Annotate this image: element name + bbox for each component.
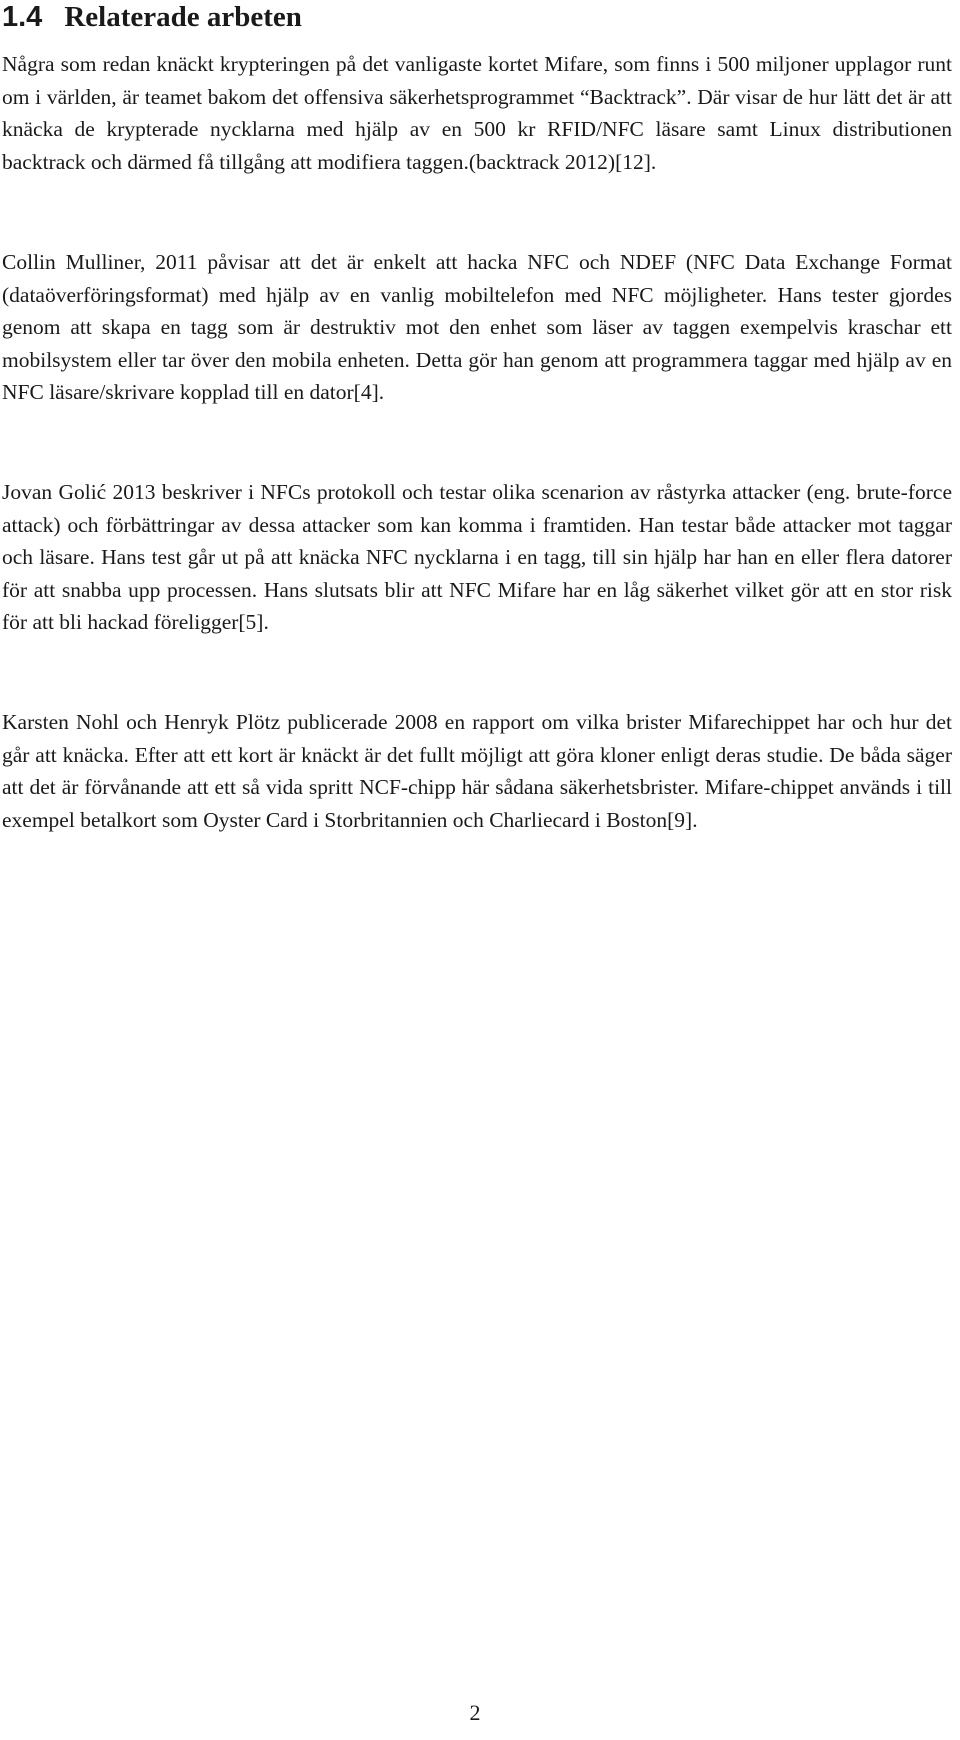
paragraph-mulliner: Collin Mulliner, 2011 påvisar att det är enkelt att hacka NFC och NDEF (NFC Data Exchange Format (dataöverföringsformat) med hjälp av en vanlig mobiltelefon med NFC möjligheter. Hans tester gjordes genom att skapa en tagg som är destruktiv mot den enhet som läser av taggen exempelvis kraschar ett mobilsystem eller tar över den mobila enheten. Detta gör han genom att programmera taggar med hjälp av en NFC läsare/skrivare kopplad till en dator[4]. (2, 250, 952, 404)
paragraph-nohl-plotz: Karsten Nohl och Henryk Plötz publicerade 2008 en rapport om vilka brister Mifarechippet har och hur det går att knäcka. Efter att ett kort är knäckt är det fullt möjligt att göra kloner enligt deras studie. De båda säger att det är förvånande att ett så vida spritt NCF-chipp här sådana säkerhetsbrister. Mifare-chippet används i till exempel betalkort som Oyster Card i Storbritannien och Charliecard i Boston[9]. (2, 710, 952, 832)
paragraph-backtrack: Några som redan knäckt krypteringen på det vanligaste kortet Mifare, som finns i 500 miljoner upplagor runt om i världen, är teamet bakom det offensiva säkerhetsprogrammet “Backtrack”. Där visar de hur lätt det är att knäcka de krypterade nycklarna med hjälp av en 500 kr RFID/NFC läsare samt Linux distributionen backtrack och därmed få tillgång att modifiera taggen.(backtrack 2012)[12]. (2, 52, 952, 174)
section-title: Relaterade arbeten (64, 1, 302, 33)
paragraph-golic: Jovan Golić 2013 beskriver i NFCs protokoll och testar olika scenarion av råstyrka attacker (eng. brute-force attack) och förbättringar av dessa attacker som kan komma i framtiden. Han testar både attacker mot taggar och läsare. Hans test går ut på att knäcka NFC nycklarna i en tagg, till sin hjälp har han en eller flera datorer för att snabba upp processen. Hans slutsats blir att NFC Mifare har en låg säkerhet vilket gör att en stor risk för att bli hackad föreligger[5]. (2, 480, 952, 634)
section-number: 1.4 (2, 1, 43, 33)
page-number: 2 (469, 1700, 481, 1725)
section-heading (2, 0, 302, 34)
